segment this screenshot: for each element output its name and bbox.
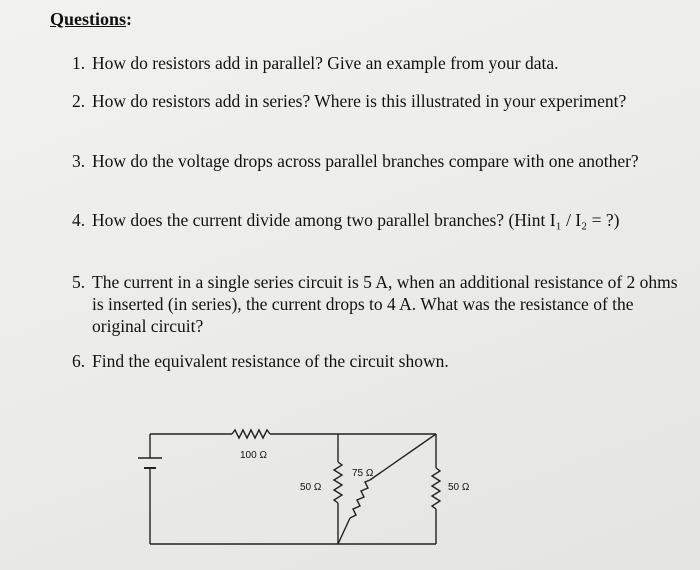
- label-r-series: 100 Ω: [240, 450, 267, 461]
- question-2: [72, 90, 682, 112]
- label-r-left: 50 Ω: [300, 482, 322, 493]
- resistor-75-symbol: [350, 480, 370, 518]
- question-3: [72, 150, 682, 172]
- question-number: 5.: [72, 272, 86, 292]
- heading-colon: :: [126, 9, 133, 29]
- question-text: The current in a single series circuit is 5 A, when an additional resistance of 2 ohms is inserted (in series), the current drops to 4 A. What was the resistance of the original circuit?: [92, 272, 678, 336]
- question-text: How do resistors add in parallel? Give an example from your data.: [92, 53, 559, 73]
- label-r-right: 50 Ω: [448, 482, 470, 493]
- question-4: [72, 209, 682, 231]
- question-number: 6.: [72, 351, 86, 371]
- circuit-diagram: [140, 420, 480, 550]
- question-text: How does the current divide among two parallel branches? (Hint I₁ / I₂ = ?): [92, 210, 620, 230]
- question-1: [72, 52, 682, 74]
- question-number: 2.: [72, 91, 86, 111]
- question-text: How do the voltage drops across parallel branches compare with one another?: [92, 151, 639, 171]
- resistor-100-symbol: [232, 430, 270, 438]
- resistor-50-right-symbol: [432, 468, 440, 509]
- question-number: 3.: [72, 151, 86, 171]
- question-number: 4.: [72, 210, 86, 230]
- heading-text: Questions: [50, 9, 127, 29]
- circuit-svg: [140, 420, 480, 550]
- question-number: 1.: [72, 53, 86, 73]
- question-text: Find the equivalent resistance of the circuit shown.: [92, 351, 449, 371]
- label-r-middle: 75 Ω: [352, 468, 374, 479]
- wire-diag-top: [370, 434, 436, 480]
- question-5: [72, 271, 682, 337]
- question-6: [72, 350, 682, 372]
- question-text: How do resistors add in series? Where is this illustrated in your experiment?: [92, 91, 627, 111]
- questions-heading: [50, 9, 132, 30]
- wire-diag-bottom: [338, 518, 350, 544]
- resistor-50-left-symbol: [334, 462, 342, 503]
